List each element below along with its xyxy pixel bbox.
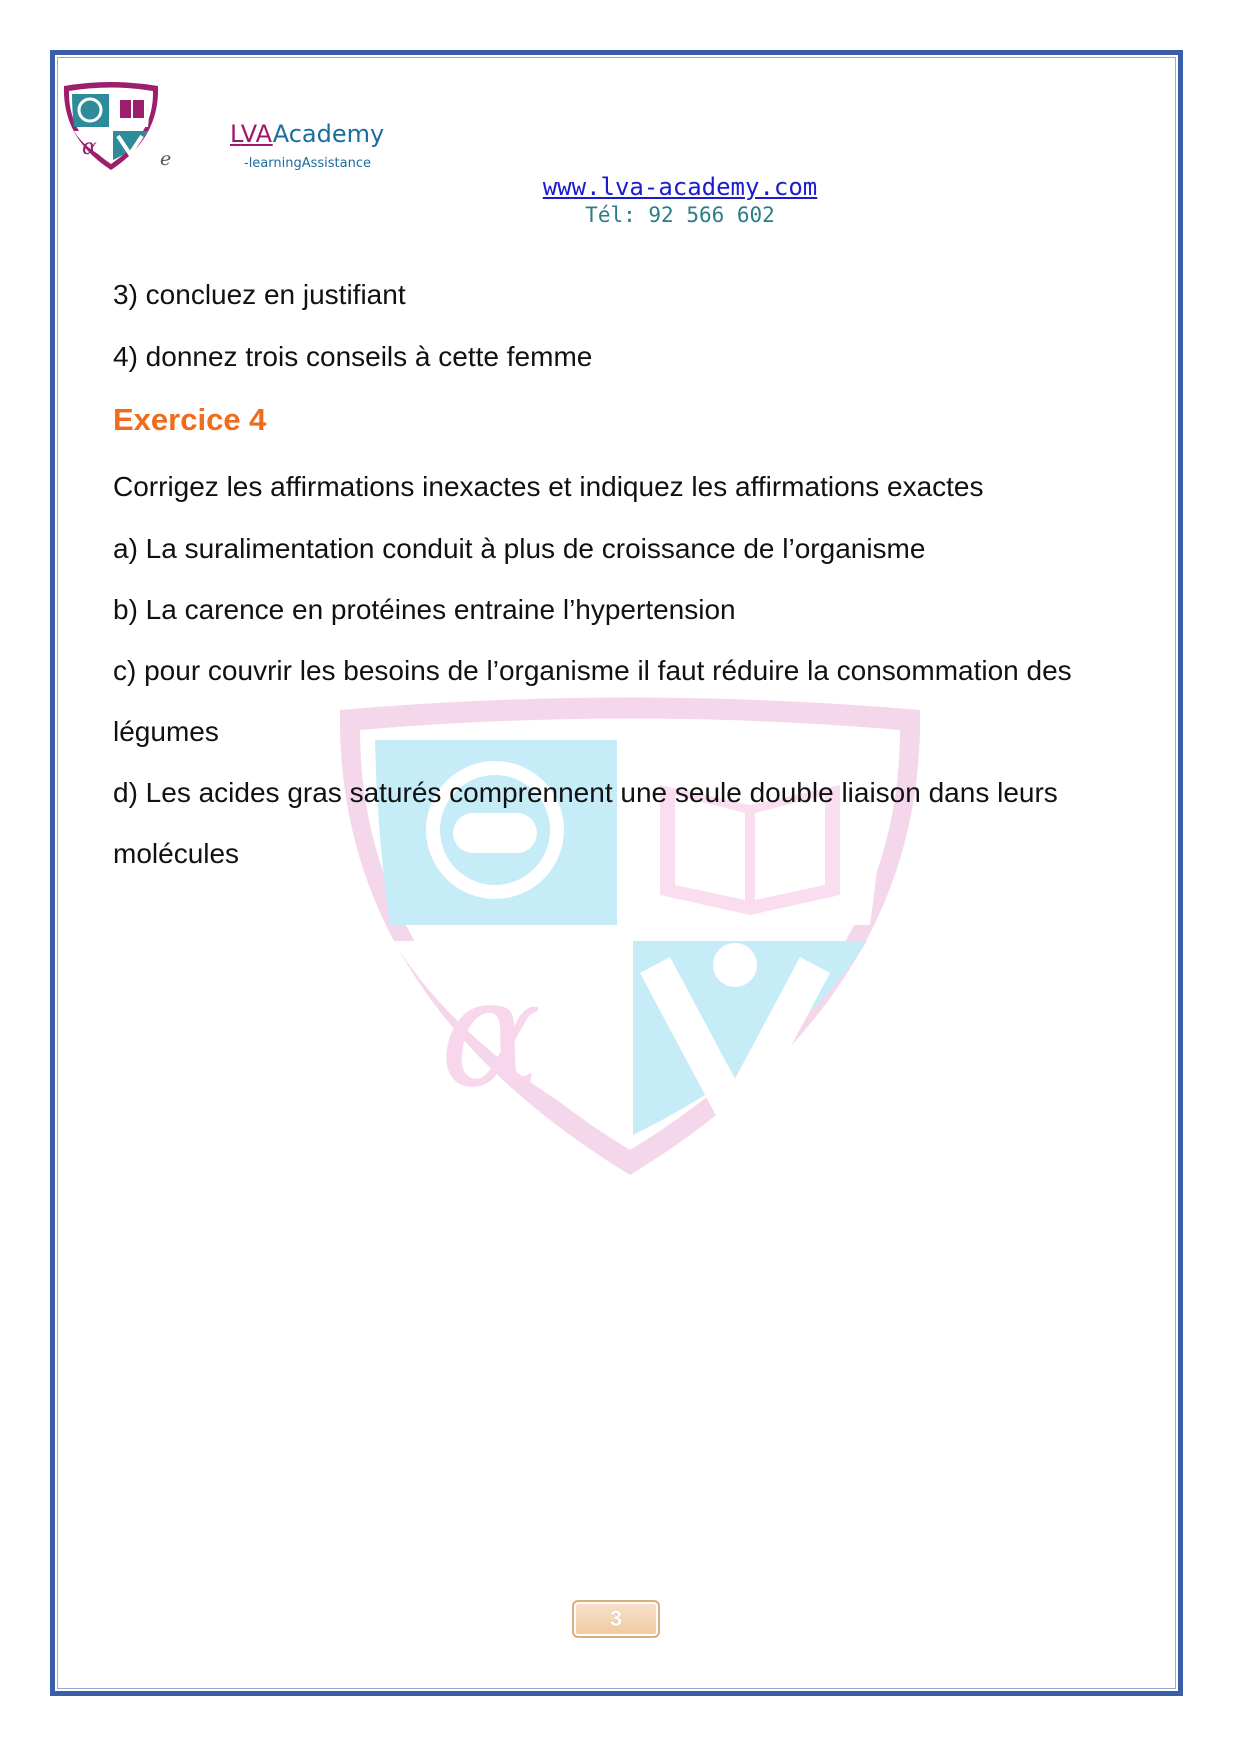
watermark-shield-icon [335, 695, 925, 1180]
brand-l: L [230, 120, 241, 148]
statement-d-continued: molécules [113, 838, 240, 869]
alpha-icon: α [82, 135, 97, 160]
question-3: 3) concluez en justifiant [113, 279, 406, 310]
brand-academy: Academy [272, 120, 385, 148]
statement-c-continued: légumes [113, 716, 219, 747]
statement-b: b) La carence en protéines entraine l’hypertension [113, 594, 736, 625]
brand-name [230, 120, 384, 148]
instruction: Corrigez les affirmations inexactes et indiquez les affirmations exactes [113, 471, 984, 502]
statement-c: c) pour couvrir les besoins de l’organisme il faut réduire la consommation des [113, 655, 1072, 686]
brand-va: VA [240, 120, 273, 148]
watermark-alpha-icon: α [440, 947, 542, 1121]
brand-tagline: -learningAssistance [244, 156, 371, 171]
phone-number: Tél: 92 566 602 [585, 203, 775, 227]
logo-letter: e [160, 148, 172, 170]
statement-a: a) La suralimentation conduit à plus de croissance de l’organisme [113, 533, 926, 564]
page-number: 3 [572, 1600, 660, 1638]
shield-logo-icon [58, 80, 164, 172]
exercise-heading: Exercice 4 [113, 402, 267, 437]
statement-d: d) Les acides gras saturés comprennent une seule double liaison dans leurs [113, 777, 1058, 808]
website-link[interactable]: www.lva-academy.com [542, 173, 818, 201]
question-4: 4) donnez trois conseils à cette femme [113, 341, 593, 372]
